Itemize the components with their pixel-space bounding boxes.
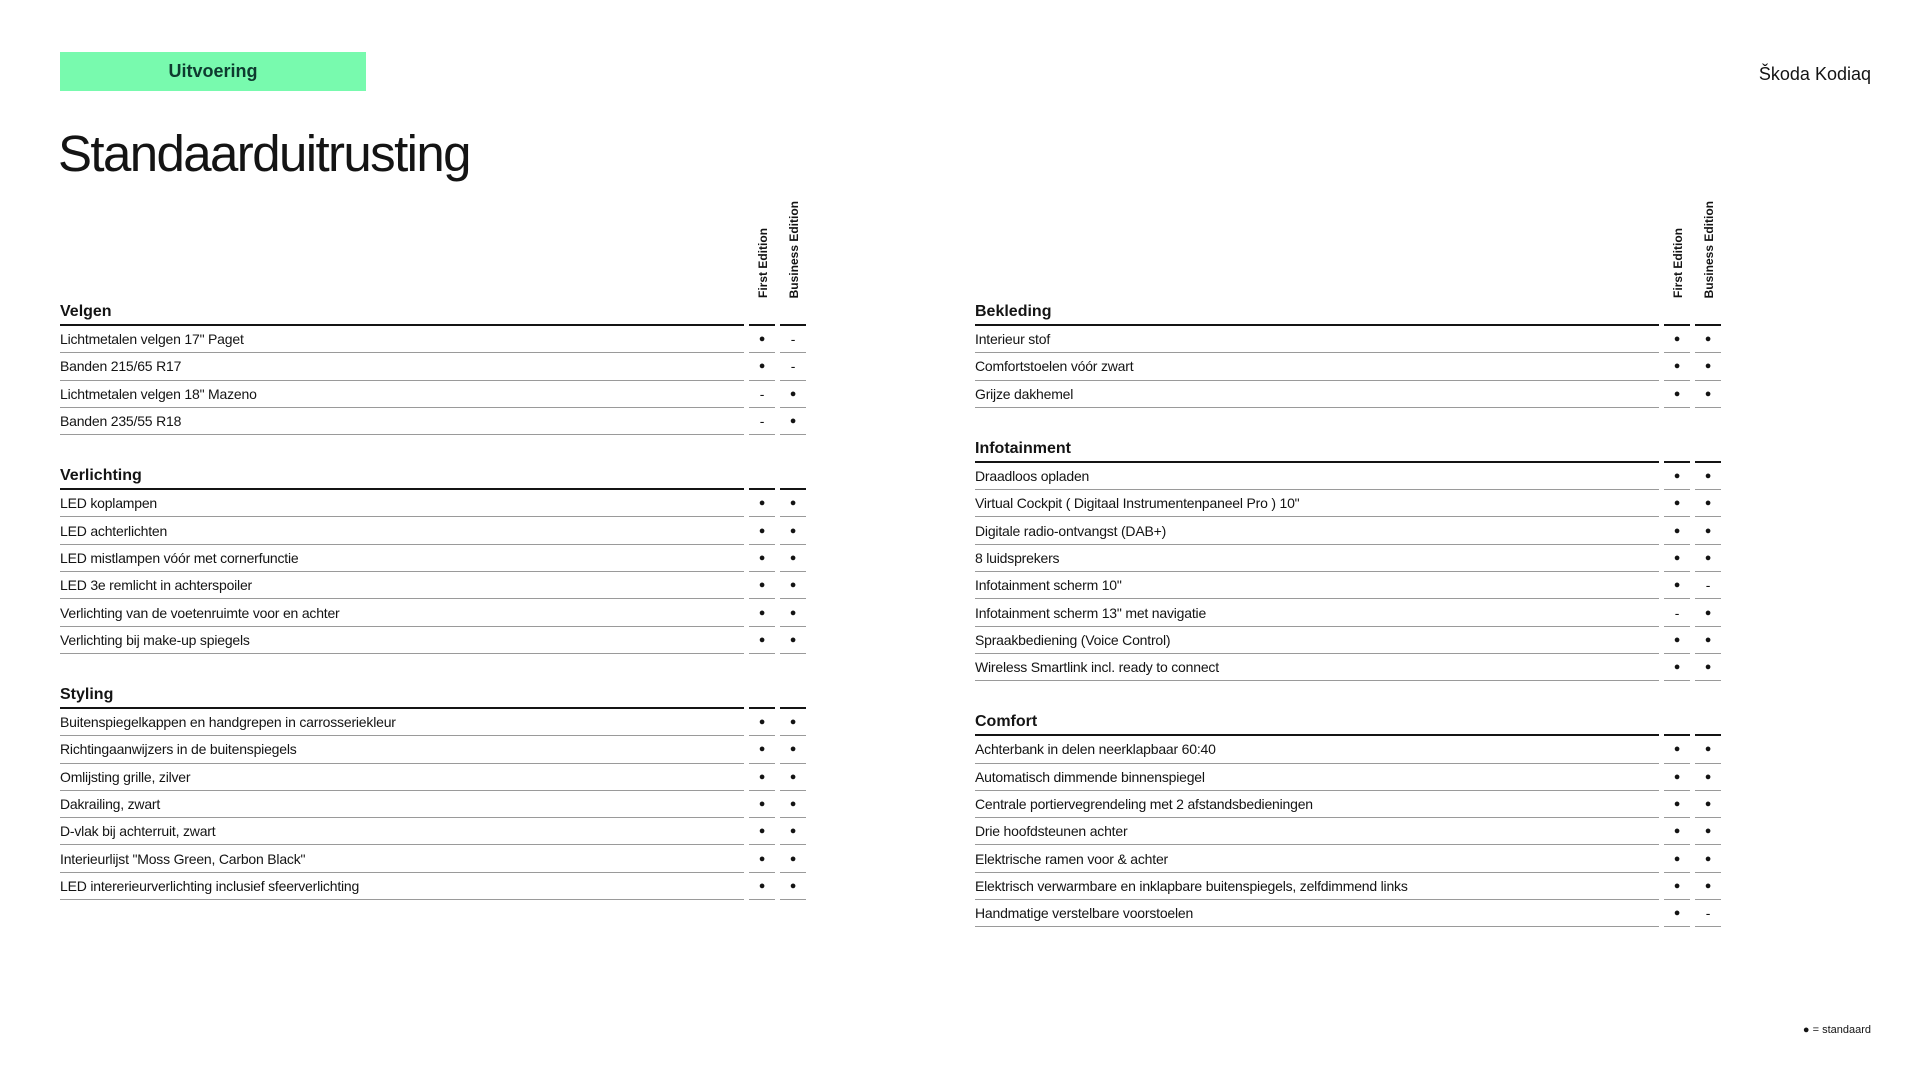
first-edition-value: ●: [749, 845, 775, 872]
section-header: [60, 462, 806, 490]
table-row: [60, 353, 806, 380]
first-edition-value: ●: [1664, 736, 1690, 763]
column-header-first-edition: First Edition: [1671, 228, 1685, 298]
table-row: [975, 490, 1721, 517]
first-edition-value: ●: [1664, 572, 1690, 599]
left-sections: [60, 298, 806, 900]
first-edition-value: ●: [749, 326, 775, 353]
first-edition-value: ●: [1664, 545, 1690, 572]
business-edition-value: ●: [1695, 599, 1721, 626]
first-edition-value: ●: [1664, 900, 1690, 927]
feature-label: Omlijsting grille, zilver: [60, 764, 744, 791]
table-row: [975, 463, 1721, 490]
business-edition-value: ●: [780, 764, 806, 791]
section-header-rule: [1664, 435, 1690, 463]
first-edition-value: ●: [749, 545, 775, 572]
section-title: Verlichting: [60, 462, 744, 490]
business-edition-value: ●: [780, 408, 806, 435]
table-row: [60, 791, 806, 818]
business-edition-value: ●: [780, 627, 806, 654]
table-row: [975, 736, 1721, 763]
section-title: Velgen: [60, 298, 744, 326]
table-row: [60, 736, 806, 763]
table-row: [60, 627, 806, 654]
business-edition-value: -: [1695, 900, 1721, 927]
table-row: [975, 791, 1721, 818]
section-header-rule: [1695, 435, 1721, 463]
section-header-rule: [780, 681, 806, 709]
column-header-business-edition: Business Edition: [787, 200, 801, 298]
first-edition-value: ●: [749, 490, 775, 517]
first-edition-value: ●: [1664, 873, 1690, 900]
feature-label: Richtingaanwijzers in de buitenspiegels: [60, 736, 744, 763]
right-sections: [975, 298, 1721, 927]
business-edition-value: ●: [1695, 736, 1721, 763]
feature-label: LED 3e remlicht in achterspoiler: [60, 572, 744, 599]
feature-label: Drie hoofdsteunen achter: [975, 818, 1659, 845]
business-edition-value: ●: [780, 381, 806, 408]
feature-label: Virtual Cockpit ( Digitaal Instrumentenpaneel Pro ) 10": [975, 490, 1659, 517]
business-edition-value: ●: [780, 599, 806, 626]
business-edition-value: -: [780, 326, 806, 353]
table-row: [975, 873, 1721, 900]
business-edition-value: ●: [1695, 873, 1721, 900]
first-edition-value: ●: [749, 736, 775, 763]
section-header: [975, 708, 1721, 736]
feature-label: Achterbank in delen neerklapbaar 60:40: [975, 736, 1659, 763]
feature-label: Automatisch dimmende binnenspiegel: [975, 764, 1659, 791]
column-header-first-edition: First Edition: [756, 228, 770, 298]
business-edition-value: ●: [780, 545, 806, 572]
business-edition-value: ●: [1695, 490, 1721, 517]
left-equipment-table: [60, 190, 806, 900]
table-row: [975, 381, 1721, 408]
first-edition-value: ●: [749, 572, 775, 599]
first-edition-value: ●: [1664, 818, 1690, 845]
feature-label: Infotainment scherm 10": [975, 572, 1659, 599]
equipment-section: [60, 462, 806, 654]
feature-label: Dakrailing, zwart: [60, 791, 744, 818]
equipment-section: [975, 298, 1721, 408]
feature-label: Banden 215/65 R17: [60, 353, 744, 380]
first-edition-value: ●: [749, 627, 775, 654]
first-edition-value: -: [749, 381, 775, 408]
legend-footnote: ● = standaard: [1802, 1024, 1871, 1036]
first-edition-value: ●: [749, 709, 775, 736]
page-title: Standaarduitrusting: [58, 125, 470, 182]
feature-label: Lichtmetalen velgen 18" Mazeno: [60, 381, 744, 408]
first-edition-value: ●: [749, 791, 775, 818]
business-edition-value: ●: [780, 517, 806, 544]
business-edition-value: ●: [780, 818, 806, 845]
section-title: Infotainment: [975, 435, 1659, 463]
table-row: [975, 545, 1721, 572]
feature-label: Comfortstoelen vóór zwart: [975, 353, 1659, 380]
first-edition-value: -: [749, 408, 775, 435]
table-row: [975, 818, 1721, 845]
section-header-rule: [1664, 298, 1690, 326]
section-tag: Uitvoering: [60, 52, 366, 91]
business-edition-value: ●: [780, 572, 806, 599]
feature-label: Grijze dakhemel: [975, 381, 1659, 408]
first-edition-value: ●: [1664, 381, 1690, 408]
table-row: [60, 845, 806, 872]
table-row: [60, 517, 806, 544]
table-row: [60, 873, 806, 900]
first-edition-value: ●: [749, 873, 775, 900]
first-edition-value: ●: [1664, 517, 1690, 544]
business-edition-value: ●: [1695, 517, 1721, 544]
table-row: [60, 381, 806, 408]
section-title: Bekleding: [975, 298, 1659, 326]
business-edition-value: ●: [1695, 791, 1721, 818]
table-row: [60, 818, 806, 845]
feature-label: Interieur stof: [975, 326, 1659, 353]
table-row: [60, 572, 806, 599]
column-headers: [60, 190, 806, 298]
section-header-rule: [1695, 708, 1721, 736]
section-header-rule: [749, 298, 775, 326]
feature-label: LED mistlampen vóór met cornerfunctie: [60, 545, 744, 572]
first-edition-value: ●: [749, 353, 775, 380]
feature-label: Elektrisch verwarmbare en inklapbare buitenspiegels, zelfdimmend links: [975, 873, 1659, 900]
business-edition-value: -: [780, 353, 806, 380]
section-header-rule: [749, 681, 775, 709]
section-title: Comfort: [975, 708, 1659, 736]
feature-label: Interieurlijst "Moss Green, Carbon Black": [60, 845, 744, 872]
first-edition-value: ●: [749, 599, 775, 626]
section-header: [975, 435, 1721, 463]
feature-label: LED intererieurverlichting inclusief sfeerverlichting: [60, 873, 744, 900]
business-edition-value: ●: [1695, 627, 1721, 654]
first-edition-value: ●: [1664, 627, 1690, 654]
first-edition-value: ●: [1664, 490, 1690, 517]
brand-name: Škoda Kodiaq: [1758, 64, 1871, 84]
business-edition-value: ●: [780, 845, 806, 872]
table-row: [60, 545, 806, 572]
feature-label: Handmatige verstelbare voorstoelen: [975, 900, 1659, 927]
first-edition-value: ●: [1664, 764, 1690, 791]
feature-label: Infotainment scherm 13" met navigatie: [975, 599, 1659, 626]
table-row: [975, 627, 1721, 654]
right-equipment-table: [975, 190, 1721, 927]
table-row: [60, 599, 806, 626]
business-edition-value: ●: [780, 709, 806, 736]
business-edition-value: ●: [1695, 353, 1721, 380]
table-row: [975, 517, 1721, 544]
business-edition-value: -: [1695, 572, 1721, 599]
section-header-rule: [780, 298, 806, 326]
business-edition-value: ●: [1695, 764, 1721, 791]
feature-label: Verlichting van de voetenruimte voor en achter: [60, 599, 744, 626]
feature-label: 8 luidsprekers: [975, 545, 1659, 572]
first-edition-value: ●: [749, 764, 775, 791]
table-row: [60, 408, 806, 435]
feature-label: LED koplampen: [60, 490, 744, 517]
business-edition-value: ●: [1695, 381, 1721, 408]
first-edition-value: ●: [749, 818, 775, 845]
business-edition-value: ●: [1695, 654, 1721, 681]
table-row: [60, 490, 806, 517]
section-title: Styling: [60, 681, 744, 709]
feature-label: Digitale radio-ontvangst (DAB+): [975, 517, 1659, 544]
feature-label: Spraakbediening (Voice Control): [975, 627, 1659, 654]
table-row: [975, 599, 1721, 626]
table-row: [975, 764, 1721, 791]
business-edition-value: ●: [1695, 326, 1721, 353]
feature-label: Buitenspiegelkappen en handgrepen in carrosseriekleur: [60, 709, 744, 736]
first-edition-value: -: [1664, 599, 1690, 626]
table-row: [975, 900, 1721, 927]
equipment-section: [60, 681, 806, 900]
business-edition-value: ●: [1695, 845, 1721, 872]
equipment-section: [975, 435, 1721, 681]
section-header: [975, 298, 1721, 326]
business-edition-value: ●: [780, 736, 806, 763]
equipment-section: [975, 708, 1721, 927]
first-edition-value: ●: [1664, 326, 1690, 353]
first-edition-value: ●: [1664, 353, 1690, 380]
feature-label: D-vlak bij achterruit, zwart: [60, 818, 744, 845]
column-header-business-edition: Business Edition: [1702, 200, 1716, 298]
feature-label: Lichtmetalen velgen 17" Paget: [60, 326, 744, 353]
section-header-rule: [780, 462, 806, 490]
column-headers: [975, 190, 1721, 298]
table-row: [975, 353, 1721, 380]
feature-label: Draadloos opladen: [975, 463, 1659, 490]
table-row: [60, 764, 806, 791]
first-edition-value: ●: [1664, 463, 1690, 490]
equipment-section: [60, 298, 806, 435]
section-header: [60, 681, 806, 709]
business-edition-value: ●: [1695, 545, 1721, 572]
first-edition-value: ●: [749, 517, 775, 544]
feature-label: Verlichting bij make-up spiegels: [60, 627, 744, 654]
business-edition-value: ●: [780, 791, 806, 818]
first-edition-value: ●: [1664, 654, 1690, 681]
table-row: [975, 654, 1721, 681]
table-row: [975, 845, 1721, 872]
business-edition-value: ●: [780, 873, 806, 900]
feature-label: Banden 235/55 R18: [60, 408, 744, 435]
first-edition-value: ●: [1664, 845, 1690, 872]
business-edition-value: ●: [1695, 818, 1721, 845]
feature-label: Wireless Smartlink incl. ready to connect: [975, 654, 1659, 681]
section-header-rule: [1695, 298, 1721, 326]
business-edition-value: ●: [780, 490, 806, 517]
table-row: [975, 326, 1721, 353]
section-header-rule: [1664, 708, 1690, 736]
feature-label: Elektrische ramen voor & achter: [975, 845, 1659, 872]
table-row: [60, 326, 806, 353]
table-row: [60, 709, 806, 736]
feature-label: Centrale portiervegrendeling met 2 afstandsbedieningen: [975, 791, 1659, 818]
business-edition-value: ●: [1695, 463, 1721, 490]
first-edition-value: ●: [1664, 791, 1690, 818]
table-row: [975, 572, 1721, 599]
section-header-rule: [749, 462, 775, 490]
section-header: [60, 298, 806, 326]
feature-label: LED achterlichten: [60, 517, 744, 544]
